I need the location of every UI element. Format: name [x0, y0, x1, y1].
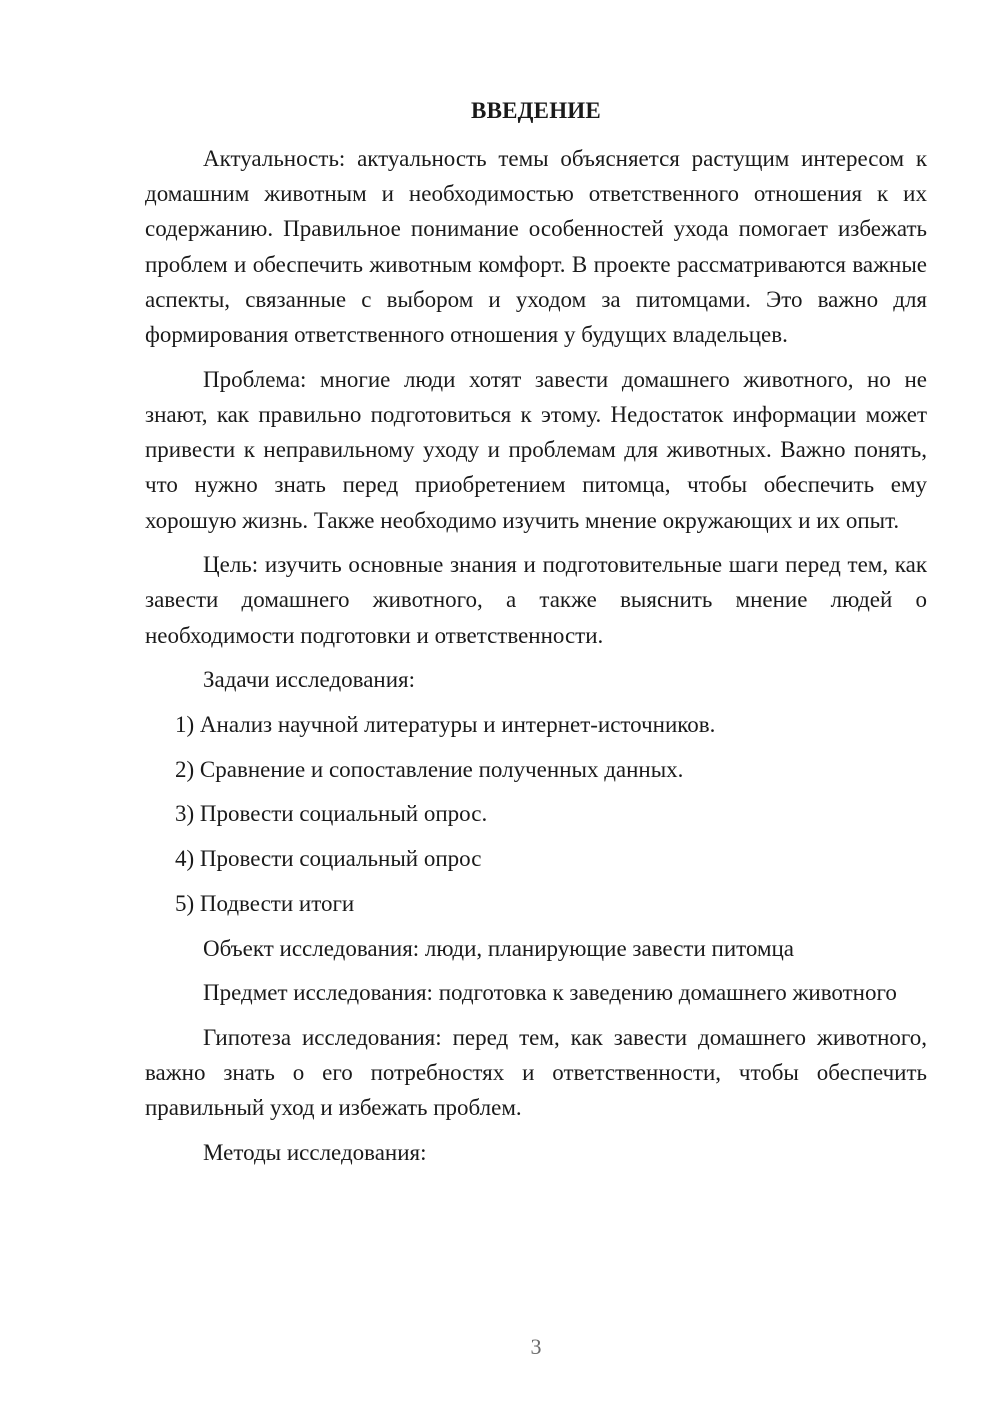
object-paragraph: Объект исследования: люди, планирующие завести питомца — [203, 935, 795, 961]
problem-paragraph: Проблема: многие люди хотят завести домашнего животного, но не знают, как правильно подготовиться к этому. Недостаток информации может привести к неправильному уходу и проблемам для животных. Важно понять, что нужно знать перед приобретением питомца, чтобы обеспечить ему хорошую жизнь. Также необходимо изучить мнение окружающих и их опыт. — [145, 366, 927, 533]
relevance-paragraph: Актуальность: актуальность темы объясняется растущим интересом к домашним животным и необходимостью ответственного отношения к их содержанию. Правильное понимание особенностей ухода помогает избежать проблем и обеспечить животным комфорт. В проекте рассматриваются важные аспекты, связанные с выбором и уходом за питомцами. Это важно для формирования ответственного отношения у будущих владельцев. — [145, 146, 927, 348]
methods-heading: Методы исследования: — [203, 1140, 427, 1166]
tasks-heading: Задачи исследования: — [203, 667, 416, 693]
goal-paragraph: Цель: изучить основные знания и подготовительные шаги перед тем, как завести домашнего животного, а также выяснить мнение людей о необходимости подготовки и ответственности. — [145, 552, 927, 648]
document-body — [145, 141, 927, 1170]
task-item-2: 2) Сравнение и сопоставление полученных данных. — [175, 756, 684, 782]
section-title: ВВЕДЕНИЕ — [471, 98, 601, 123]
hypothesis-paragraph: Гипотеза исследования: перед тем, как завести домашнего животного, важно знать о его потребностях и ответственности, чтобы обеспечить правильный уход и избежать проблем. — [145, 1024, 927, 1121]
page-number: 3 — [530, 1334, 542, 1359]
task-item-3: 3) Провести социальный опрос. — [175, 801, 488, 827]
task-item-5: 5) Подвести итоги — [175, 890, 355, 916]
task-item-4: 4) Провести социальный опрос — [175, 846, 482, 872]
subject-paragraph: Предмет исследования: подготовка к заведению домашнего животного — [203, 980, 897, 1006]
task-item-1: 1) Анализ научной литературы и интернет-источников. — [175, 712, 716, 738]
